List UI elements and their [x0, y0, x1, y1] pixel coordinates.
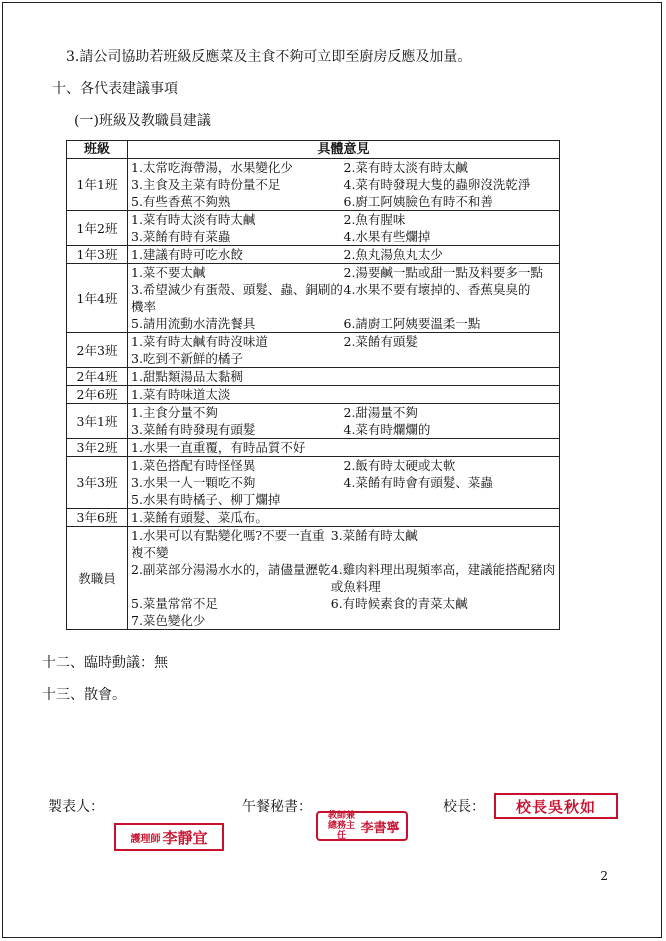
section-heading-10: 十、各代表建議事項	[52, 81, 178, 97]
opinion-item: 6.請廚工阿姨要溫柔一點	[343, 316, 481, 331]
opinion-item: 2.飯有時太硬或太軟	[343, 458, 456, 473]
opinion-list	[131, 159, 556, 210]
subsection-heading: (一)班級及教職員建議	[74, 113, 211, 129]
opinion-list	[131, 527, 556, 629]
opinion-item: 2.魚有腥味	[343, 212, 406, 227]
class-cell: 1年1班	[67, 159, 128, 211]
opinion-item: 4.水果有些爛掉	[343, 229, 431, 244]
page-number: 2	[600, 869, 608, 883]
suggestion-table	[66, 140, 560, 630]
class-cell: 3年3班	[67, 457, 128, 509]
opinion-item: 5.有些香蕉不夠熟	[131, 194, 231, 209]
opinion-item: 1.菜有時太淡有時太鹹	[131, 212, 256, 227]
opinion-list	[131, 439, 556, 456]
opinion-item: 1.水果一直重覆，有時品質不好	[131, 440, 306, 455]
secretary-seal: 教師兼總務主任 李書寧	[316, 811, 408, 841]
opinion-item: 1.菜有時太鹹有時沒味道	[131, 334, 268, 349]
principal-label: 校長：	[443, 799, 485, 815]
table-row	[67, 457, 560, 509]
opinion-list	[131, 404, 556, 438]
opinion-item: 5.菜量常常不足	[131, 596, 218, 611]
opinion-item: 4.雞肉料理出現頻率高，建議能搭配豬肉或魚料理	[330, 562, 556, 594]
list-item-3: 3.請公司協助若班級反應菜及主食不夠可立即至廚房反應及加量。	[66, 49, 472, 65]
table-row	[67, 211, 560, 246]
section-heading-13: 十三、散會。	[42, 687, 126, 703]
opinion-item: 1.菜不要太鹹	[131, 265, 206, 280]
opinion-item: 3.菜餚有時太鹹	[330, 528, 418, 543]
class-cell: 1年4班	[67, 264, 128, 333]
class-cell: 教職員	[67, 527, 128, 630]
opinion-item: 6.有時候素食的青菜太鹹	[330, 596, 468, 611]
opinion-item: 3.主食及主菜有時份量不足	[131, 177, 281, 192]
opinion-cell	[128, 439, 560, 457]
opinion-cell	[128, 457, 560, 509]
opinion-item: 4.菜有時發現大隻的蟲卵沒洗乾淨	[343, 177, 531, 192]
opinion-item: 6.廚工阿姨臉色有時不和善	[343, 194, 493, 209]
opinion-cell	[128, 159, 560, 211]
opinion-cell	[128, 386, 560, 404]
opinion-item: 4.菜餚有時會有頭髮、菜蟲	[343, 475, 493, 490]
opinion-item: 3.菜餚有時有菜蟲	[131, 229, 231, 244]
opinion-cell	[128, 527, 560, 630]
opinion-item: 1.主食分量不夠	[131, 405, 218, 420]
header-opinion: 具體意見	[128, 141, 560, 159]
opinion-item: 1.太常吃海帶湯，水果變化少	[131, 160, 293, 175]
table-row	[67, 159, 560, 211]
opinion-item: 1.菜色搭配有時怪怪異	[131, 458, 256, 473]
opinion-item: 2.菜有時太淡有時太鹹	[343, 160, 468, 175]
opinion-cell	[128, 246, 560, 264]
opinion-item: 3.水果一人一顆吃不夠	[131, 475, 256, 490]
table-row	[67, 386, 560, 404]
opinion-item: 3.吃到不新鮮的橘子	[131, 351, 243, 366]
principal-seal: 校長吳秋如	[494, 793, 618, 819]
table-row	[67, 333, 560, 368]
opinion-list	[131, 211, 556, 245]
opinion-list	[131, 509, 556, 526]
table-row	[67, 527, 560, 630]
opinion-list	[131, 333, 556, 367]
class-cell: 1年3班	[67, 246, 128, 264]
table-row	[67, 368, 560, 386]
opinion-item: 2.副菜部分湯湯水水的，請儘量瀝乾	[131, 562, 331, 577]
class-cell: 2年6班	[67, 386, 128, 404]
opinion-item: 2.甜湯量不夠	[343, 405, 418, 420]
secretary-label: 午餐秘書：	[242, 799, 312, 815]
table-row	[67, 404, 560, 439]
table-header-row	[67, 141, 560, 159]
opinion-item: 1.菜有時味道太淡	[131, 387, 231, 402]
header-class: 班級	[67, 141, 128, 159]
opinion-item: 1.甜點類湯品太黏稠	[131, 369, 243, 384]
opinion-item: 3.菜餚有時發現有頭髮	[131, 422, 256, 437]
opinion-list	[131, 264, 556, 332]
opinion-cell	[128, 509, 560, 527]
opinion-list	[131, 368, 556, 385]
opinion-item: 3.希望減少有蛋殼、頭髮、蟲、銅刷的機率	[131, 282, 343, 314]
class-cell: 2年4班	[67, 368, 128, 386]
opinion-cell	[128, 211, 560, 246]
table-row	[67, 264, 560, 333]
table-row	[67, 246, 560, 264]
class-cell: 1年2班	[67, 211, 128, 246]
opinion-item: 2.菜餚有頭髮	[343, 334, 418, 349]
section-heading-12: 十二、臨時動議：無	[42, 655, 168, 671]
opinion-cell	[128, 264, 560, 333]
opinion-item: 4.菜有時爛爛的	[343, 422, 431, 437]
opinion-item: 1.菜餚有頭髮、菜瓜布。	[131, 510, 268, 525]
class-cell: 3年2班	[67, 439, 128, 457]
opinion-list	[131, 457, 556, 508]
class-cell: 3年1班	[67, 404, 128, 439]
opinion-item: 7.菜色變化少	[131, 613, 206, 628]
class-cell: 3年6班	[67, 509, 128, 527]
opinion-item: 5.請用流動水清洗餐具	[131, 316, 256, 331]
opinion-cell	[128, 368, 560, 386]
opinion-item: 4.水果不要有壞掉的、香蕉臭臭的	[343, 282, 531, 297]
table-row	[67, 439, 560, 457]
opinion-item: 1.水果可以有點變化嗎?不要一直重複不變	[131, 528, 325, 560]
opinion-item: 5.水果有時橘子、柳丁爛掉	[131, 492, 281, 507]
opinion-item: 2.湯要鹹一點或甜一點及料要多一點	[343, 265, 543, 280]
opinion-item: 1.建議有時可吃水餃	[131, 247, 243, 262]
opinion-list	[131, 246, 556, 263]
maker-label: 製表人：	[48, 799, 104, 815]
maker-seal: 護理師 李靜宜	[114, 823, 224, 851]
opinion-list	[131, 386, 556, 403]
opinion-item: 2.魚丸湯魚丸太少	[343, 247, 443, 262]
table-row	[67, 509, 560, 527]
opinion-cell	[128, 333, 560, 368]
class-cell: 2年3班	[67, 333, 128, 368]
opinion-cell	[128, 404, 560, 439]
